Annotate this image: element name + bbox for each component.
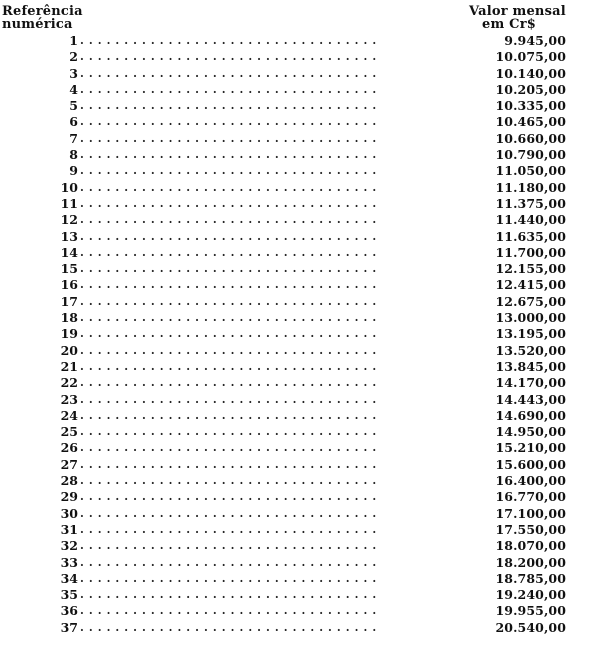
table-row — [0, 98, 600, 114]
reference-number: 28 — [60, 473, 78, 489]
reference-number: 24 — [60, 407, 78, 423]
dot-leader: . . . . . . . . . . . . . . . . . . . . . . . . . . . . . . . . . . — [80, 247, 377, 258]
reference-number: 8 — [69, 147, 78, 163]
table-row — [0, 587, 600, 603]
monthly-value: 13.195,00 — [495, 326, 566, 342]
table-row — [0, 489, 600, 505]
reference-number: 31 — [60, 521, 78, 537]
table-row — [0, 440, 600, 456]
value-column-header-line2: em Cr$ — [482, 17, 536, 32]
table-row — [0, 294, 600, 310]
table-row — [0, 506, 600, 522]
monthly-value: 11.375,00 — [495, 195, 566, 211]
reference-number: 10 — [60, 179, 78, 195]
monthly-value: 19.240,00 — [495, 587, 566, 603]
table-row — [0, 555, 600, 571]
table-row — [0, 620, 600, 636]
monthly-value: 10.075,00 — [495, 49, 566, 65]
monthly-value: 9.945,00 — [504, 33, 566, 48]
dot-leader: . . . . . . . . . . . . . . . . . . . . . . . . . . . . . . . . . . — [80, 459, 377, 470]
dot-leader: . . . . . . . . . . . . . . . . . . . . . . . . . . . . . . . . . . — [80, 557, 377, 568]
table-row — [0, 473, 600, 489]
monthly-value: 14.690,00 — [495, 407, 566, 423]
reference-number: 11 — [60, 195, 78, 211]
monthly-value: 10.465,00 — [495, 114, 566, 130]
reference-number: 9 — [69, 163, 78, 179]
table-row — [0, 114, 600, 130]
dot-leader: . . . . . . . . . . . . . . . . . . . . . . . . . . . . . . . . . . — [80, 427, 377, 438]
reference-number: 1 — [69, 33, 78, 48]
monthly-value: 16.770,00 — [495, 489, 566, 505]
table-row — [0, 375, 600, 391]
value-column-header-line1: Valor mensal — [469, 4, 566, 19]
table-row — [0, 245, 600, 261]
dot-leader: . . . . . . . . . . . . . . . . . . . . . . . . . . . . . . . . . . — [80, 606, 377, 617]
reference-number: 18 — [60, 310, 78, 326]
dot-leader: . . . . . . . . . . . . . . . . . . . . . . . . . . . . . . . . . . — [80, 101, 377, 112]
monthly-value: 11.635,00 — [495, 228, 566, 244]
monthly-value: 15.600,00 — [495, 456, 566, 472]
dot-leader: . . . . . . . . . . . . . . . . . . . . . . . . . . . . . . . . . . — [80, 166, 377, 177]
monthly-value: 13.845,00 — [495, 358, 566, 374]
reference-number: 14 — [60, 244, 78, 260]
dot-leader: . . . . . . . . . . . . . . . . . . . . . . . . . . . . . . . . . . — [80, 622, 377, 633]
dot-leader: . . . . . . . . . . . . . . . . . . . . . . . . . . . . . . . . . . — [80, 541, 377, 552]
monthly-value: 10.790,00 — [495, 147, 566, 163]
monthly-value: 19.955,00 — [495, 603, 566, 619]
table-row — [0, 392, 600, 408]
monthly-value: 20.540,00 — [495, 619, 566, 635]
ref-column-header-line2: numérica — [2, 17, 73, 32]
table-row — [0, 147, 600, 163]
reference-number: 20 — [60, 342, 78, 358]
dot-leader: . . . . . . . . . . . . . . . . . . . . . . . . . . . . . . . . . . — [80, 590, 377, 601]
reference-number: 16 — [60, 277, 78, 293]
table-row — [0, 326, 600, 342]
table-row — [0, 343, 600, 359]
monthly-value: 18.070,00 — [495, 538, 566, 554]
reference-number: 4 — [69, 81, 78, 97]
reference-number: 32 — [60, 538, 78, 554]
monthly-value: 16.400,00 — [495, 473, 566, 489]
dot-leader: . . . . . . . . . . . . . . . . . . . . . . . . . . . . . . . . . . — [80, 508, 377, 519]
reference-number: 37 — [60, 619, 78, 635]
table-row — [0, 457, 600, 473]
reference-number: 30 — [60, 505, 78, 521]
table-row — [0, 571, 600, 587]
table-row — [0, 261, 600, 277]
table-row — [0, 163, 600, 179]
dot-leader: . . . . . . . . . . . . . . . . . . . . . . . . . . . . . . . . . . — [80, 378, 377, 389]
table-row — [0, 538, 600, 554]
reference-number: 36 — [60, 603, 78, 619]
monthly-value: 14.443,00 — [495, 391, 566, 407]
monthly-value: 11.180,00 — [495, 179, 566, 195]
dot-leader: . . . . . . . . . . . . . . . . . . . . . . . . . . . . . . . . . . — [80, 329, 377, 340]
dot-leader: . . . . . . . . . . . . . . . . . . . . . . . . . . . . . . . . . . — [80, 361, 377, 372]
reference-number: 23 — [60, 391, 78, 407]
dot-leader: . . . . . . . . . . . . . . . . . . . . . . . . . . . . . . . . . . — [80, 524, 377, 535]
monthly-value: 12.155,00 — [495, 261, 566, 277]
table-row — [0, 424, 600, 440]
dot-leader: . . . . . . . . . . . . . . . . . . . . . . . . . . . . . . . . . . — [80, 394, 377, 405]
monthly-value: 18.200,00 — [495, 554, 566, 570]
dot-leader: . . . . . . . . . . . . . . . . . . . . . . . . . . . . . . . . . . — [80, 36, 377, 46]
table-row — [0, 229, 600, 245]
dot-leader: . . . . . . . . . . . . . . . . . . . . . . . . . . . . . . . . . . — [80, 345, 377, 356]
reference-number: 35 — [60, 587, 78, 603]
table-row — [0, 33, 600, 49]
monthly-value: 15.210,00 — [495, 440, 566, 456]
dot-leader: . . . . . . . . . . . . . . . . . . . . . . . . . . . . . . . . . . — [80, 231, 377, 242]
monthly-value: 14.170,00 — [495, 375, 566, 391]
table-row — [0, 408, 600, 424]
monthly-value: 13.000,00 — [495, 310, 566, 326]
reference-number: 34 — [60, 570, 78, 586]
reference-number: 5 — [69, 98, 78, 114]
dot-leader: . . . . . . . . . . . . . . . . . . . . . . . . . . . . . . . . . . — [80, 476, 377, 487]
dot-leader: . . . . . . . . . . . . . . . . . . . . . . . . . . . . . . . . . . — [80, 443, 377, 454]
reference-number: 15 — [60, 261, 78, 277]
monthly-value: 10.335,00 — [495, 98, 566, 114]
dot-leader: . . . . . . . . . . . . . . . . . . . . . . . . . . . . . . . . . . — [80, 84, 377, 95]
monthly-value: 17.100,00 — [495, 505, 566, 521]
ref-column-header-line1: Referência — [2, 4, 83, 19]
dot-leader: . . . . . . . . . . . . . . . . . . . . . . . . . . . . . . . . . . — [80, 410, 377, 421]
table-row — [0, 212, 600, 228]
dot-leader: . . . . . . . . . . . . . . . . . . . . . . . . . . . . . . . . . . — [80, 296, 377, 307]
table-row — [0, 277, 600, 293]
reference-number: 2 — [69, 49, 78, 65]
reference-number: 7 — [69, 130, 78, 146]
monthly-value: 12.415,00 — [495, 277, 566, 293]
monthly-value: 12.675,00 — [495, 293, 566, 309]
monthly-value: 10.140,00 — [495, 65, 566, 81]
table-row — [0, 66, 600, 82]
dot-leader: . . . . . . . . . . . . . . . . . . . . . . . . . . . . . . . . . . — [80, 264, 377, 275]
dot-leader: . . . . . . . . . . . . . . . . . . . . . . . . . . . . . . . . . . — [80, 68, 377, 79]
table-row — [0, 603, 600, 619]
table-row — [0, 310, 600, 326]
reference-number: 21 — [60, 358, 78, 374]
table-row — [0, 196, 600, 212]
table-row — [0, 180, 600, 196]
reference-number: 26 — [60, 440, 78, 456]
table-row — [0, 522, 600, 538]
reference-number: 17 — [60, 293, 78, 309]
table-row — [0, 82, 600, 98]
dot-leader: . . . . . . . . . . . . . . . . . . . . . . . . . . . . . . . . . . — [80, 52, 377, 63]
monthly-value: 10.660,00 — [495, 130, 566, 146]
table-body — [0, 33, 600, 636]
dot-leader: . . . . . . . . . . . . . . . . . . . . . . . . . . . . . . . . . . — [80, 117, 377, 128]
monthly-value: 13.520,00 — [495, 342, 566, 358]
reference-number: 13 — [60, 228, 78, 244]
monthly-value: 11.700,00 — [495, 244, 566, 260]
monthly-value: 10.205,00 — [495, 81, 566, 97]
monthly-value: 11.440,00 — [495, 212, 566, 228]
reference-number: 33 — [60, 554, 78, 570]
monthly-value: 17.550,00 — [495, 521, 566, 537]
reference-number: 6 — [69, 114, 78, 130]
dot-leader: . . . . . . . . . . . . . . . . . . . . . . . . . . . . . . . . . . — [80, 215, 377, 226]
monthly-value: 14.950,00 — [495, 424, 566, 440]
dot-leader: . . . . . . . . . . . . . . . . . . . . . . . . . . . . . . . . . . — [80, 182, 377, 193]
reference-number: 29 — [60, 489, 78, 505]
table-row — [0, 131, 600, 147]
dot-leader: . . . . . . . . . . . . . . . . . . . . . . . . . . . . . . . . . . — [80, 313, 377, 324]
table-row — [0, 49, 600, 65]
reference-number: 25 — [60, 424, 78, 440]
dot-leader: . . . . . . . . . . . . . . . . . . . . . . . . . . . . . . . . . . — [80, 150, 377, 161]
reference-number: 22 — [60, 375, 78, 391]
reference-number: 12 — [60, 212, 78, 228]
reference-number: 27 — [60, 456, 78, 472]
monthly-value: 18.785,00 — [495, 570, 566, 586]
reference-number: 3 — [69, 65, 78, 81]
reference-number: 19 — [60, 326, 78, 342]
dot-leader: . . . . . . . . . . . . . . . . . . . . . . . . . . . . . . . . . . — [80, 280, 377, 291]
dot-leader: . . . . . . . . . . . . . . . . . . . . . . . . . . . . . . . . . . — [80, 133, 377, 144]
dot-leader: . . . . . . . . . . . . . . . . . . . . . . . . . . . . . . . . . . — [80, 573, 377, 584]
monthly-value: 11.050,00 — [495, 163, 566, 179]
dot-leader: . . . . . . . . . . . . . . . . . . . . . . . . . . . . . . . . . . — [80, 492, 377, 503]
dot-leader: . . . . . . . . . . . . . . . . . . . . . . . . . . . . . . . . . . — [80, 198, 377, 209]
table-row — [0, 359, 600, 375]
